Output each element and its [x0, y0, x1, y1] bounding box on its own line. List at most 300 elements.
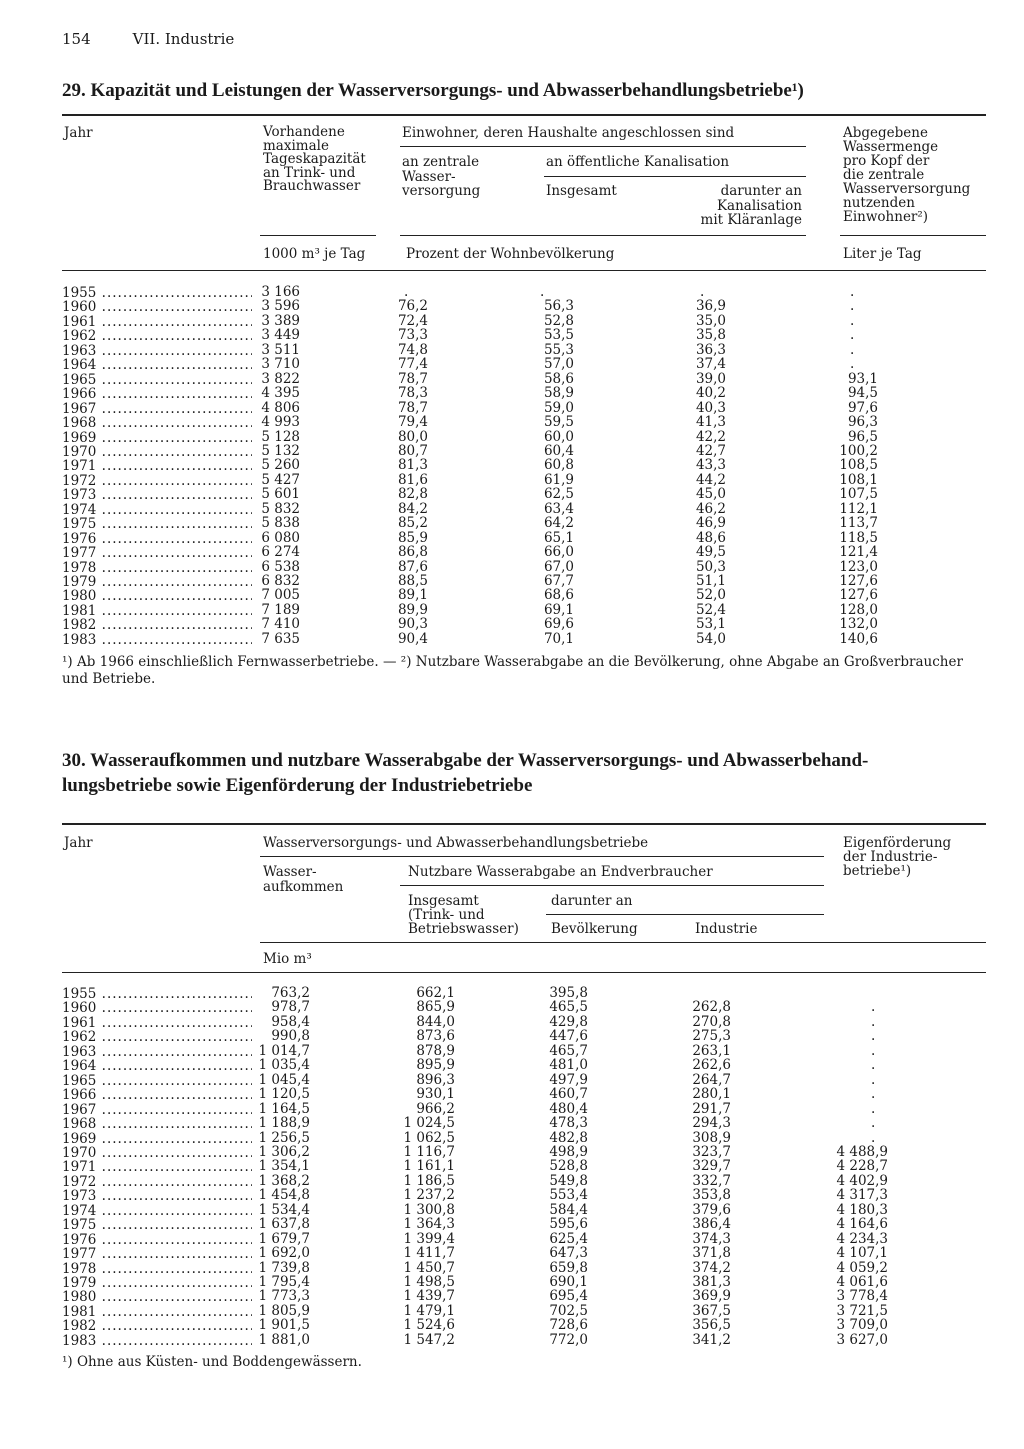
t29-insgesamt: 66,0: [543, 544, 574, 561]
t30-industrie: 291,7: [692, 1100, 731, 1117]
t29-kapazitaet: 4 395: [261, 385, 300, 402]
t30-eigen: 4 061,6: [836, 1274, 888, 1290]
t30-head-nutzbare: Nutzbare Wasserabgabe an Endverbraucher: [408, 864, 713, 880]
t30-insgesamt: 1 524,6: [403, 1317, 455, 1334]
t30-year: 1982 .....: [62, 1318, 252, 1334]
t29-zentrale: 89,1: [397, 587, 428, 604]
t29-klaeranlage: 44,2: [695, 471, 726, 488]
t29-header-bottom-rule: [62, 270, 986, 271]
t29-head-einwohner: Einwohner, deren Haushalte angeschlossen sind: [402, 125, 735, 141]
t29-kapazitaet: 7 005: [261, 587, 300, 604]
t30-year: 1970 .....: [62, 1145, 252, 1161]
t30-industrie: 294,3: [692, 1115, 731, 1132]
t30-eigen: 3 709,0: [836, 1317, 888, 1334]
t30-insgesamt-line: (Trink- und: [408, 907, 485, 923]
t29-wassermenge-line: Wassermenge: [843, 139, 939, 155]
t30-aufkommen-line: aufkommen: [263, 878, 344, 895]
t30-aufkommen: 763,2: [271, 985, 310, 1001]
t30-insgesamt: 662,1: [416, 985, 455, 1001]
t29-kapazitaet: 5 427: [261, 471, 300, 488]
t29-klaeranlage: 53,1: [695, 616, 726, 633]
t30-eigen: .: [871, 1042, 876, 1059]
t30-aufkommen: 958,4: [271, 1013, 310, 1030]
t29-kapazitaet: 5 838: [261, 515, 300, 532]
t30-year: 1967 .....: [62, 1102, 252, 1118]
t29-year: 1972 .....: [62, 473, 252, 489]
t30-eigen: 3 627,0: [836, 1331, 888, 1348]
t29-head-kapazitaet: [263, 126, 366, 194]
t30-eigen: .: [871, 1071, 876, 1088]
t30-aufkommen: 1 454,8: [258, 1187, 310, 1204]
t30-industrie: 262,6: [692, 1057, 731, 1074]
t29-insgesamt: .: [540, 284, 545, 300]
t29-insgesamt: 59,0: [543, 399, 574, 416]
t30-eigen: .: [871, 1115, 876, 1132]
t29-klaeranlage: 35,8: [695, 327, 726, 344]
t29-liter: 112,1: [839, 500, 878, 517]
t29-kapazitaet: 6 274: [261, 544, 300, 561]
t30-eigen: 3 778,4: [836, 1288, 888, 1305]
t29-klaeranlage: 35,0: [695, 312, 726, 329]
t30-eigen: .: [871, 1100, 876, 1117]
t30-insgesamt: 1 399,4: [403, 1230, 455, 1247]
t30-rule-darunter: [546, 914, 824, 915]
t29-zentrale: 89,9: [397, 601, 428, 618]
t30-aufkommen: 1 120,5: [258, 1086, 310, 1103]
t30-bevoelkerung: 480,4: [549, 1100, 588, 1117]
t30-bevoelkerung: 702,5: [549, 1302, 588, 1319]
t29-klaeranlage: 50,3: [695, 558, 726, 575]
t30-eigen: .: [871, 999, 876, 1016]
t30-year: 1966 .....: [62, 1087, 252, 1103]
t30-aufkommen: 1 773,3: [258, 1288, 310, 1305]
page-header: [62, 30, 234, 48]
t29-zentrale-line: Wasser-: [402, 168, 456, 185]
t29-liter: 96,3: [847, 414, 878, 431]
t29-head-zentrale: [402, 155, 480, 199]
t29-wassermenge-line: die zentrale: [843, 167, 925, 183]
t30-industrie: 280,1: [692, 1086, 731, 1103]
t30-eigen: 4 107,1: [836, 1245, 888, 1262]
t29-year: 1973 .....: [62, 487, 252, 503]
t29-year: 1982 .....: [62, 617, 252, 633]
t29-liter: 108,1: [839, 471, 878, 488]
t30-eigen: 4 317,3: [836, 1187, 888, 1204]
t29-year: 1976 .....: [62, 531, 252, 547]
t30-industrie: 332,7: [692, 1172, 731, 1189]
t30-insgesamt: 865,9: [416, 999, 455, 1016]
t30-head-darunter: darunter an: [551, 893, 633, 909]
t30-bevoelkerung: 695,4: [549, 1288, 588, 1305]
table29-top-rule: [62, 114, 986, 116]
t30-aufkommen: 1 692,0: [258, 1245, 310, 1262]
t30-insgesamt: 930,1: [416, 1086, 455, 1103]
t30-year: 1983 .....: [62, 1333, 252, 1349]
t30-insgesamt: 1 300,8: [403, 1201, 455, 1218]
t29-klaeranlage: .: [700, 284, 705, 300]
table30-title-line1: 30. Wasseraufkommen und nutzbare Wasserabgabe der Wasserversorgungs- und Abwasserbehand-: [62, 750, 869, 771]
t29-zentrale-line: versorgung: [402, 183, 481, 199]
t30-bevoelkerung: 528,8: [549, 1158, 588, 1175]
t29-year: 1977 .....: [62, 545, 252, 561]
t30-aufkommen: 1 188,9: [258, 1115, 310, 1132]
t29-insgesamt: 62,5: [543, 486, 574, 503]
t29-year: 1960 .....: [62, 299, 252, 315]
t29-insgesamt: 61,9: [543, 471, 574, 488]
t29-liter: 94,5: [847, 385, 878, 402]
t30-aufkommen: 990,8: [271, 1028, 310, 1045]
t30-year: 1975 .....: [62, 1217, 252, 1233]
t29-insgesamt: 55,3: [543, 341, 574, 358]
t30-industrie: 369,9: [692, 1288, 731, 1305]
t29-klaeranlage: 37,4: [695, 356, 726, 373]
t29-zentrale: 88,5: [397, 573, 428, 589]
t30-header-bottom-rule: [62, 972, 986, 973]
t29-klaeranlage: 46,9: [695, 515, 726, 532]
t29-kapazitaet: 3 511: [261, 341, 300, 358]
t29-klaeranlage: 54,0: [695, 630, 726, 647]
t29-year: 1981 .....: [62, 603, 252, 619]
t29-head-wassermenge: [843, 126, 970, 224]
t30-eigen-line: Eigenförderung: [843, 835, 952, 851]
t30-year: 1965 .....: [62, 1073, 252, 1089]
t29-insgesamt: 56,3: [543, 298, 574, 315]
t30-bevoelkerung: 625,4: [549, 1230, 588, 1247]
t30-eigen: 4 164,6: [836, 1216, 888, 1233]
t29-liter: 128,0: [839, 601, 878, 618]
t29-liter: 93,1: [847, 370, 878, 387]
t30-bevoelkerung: 647,3: [549, 1245, 588, 1262]
t29-liter: 96,5: [847, 428, 878, 445]
t30-aufkommen: 1 354,1: [258, 1158, 310, 1175]
t30-eigen: 4 488,9: [836, 1143, 888, 1160]
t29-kapazitaet: 3 596: [261, 298, 300, 315]
t29-zentrale: 90,4: [397, 630, 428, 647]
t29-year: 1978 .....: [62, 560, 252, 576]
t30-aufkommen: 1 805,9: [258, 1302, 310, 1319]
t30-head-aufkommen: [263, 865, 343, 894]
t29-liter: 113,7: [839, 515, 878, 532]
t29-kapazitaet: 3 710: [261, 356, 300, 373]
t30-aufkommen: 1 739,8: [258, 1259, 310, 1276]
t30-year: 1962 .....: [62, 1029, 252, 1045]
t30-aufkommen: 1 368,2: [258, 1172, 310, 1189]
t30-rule-nutzbare: [400, 885, 824, 886]
t29-liter: .: [850, 341, 855, 358]
t30-insgesamt: 895,9: [416, 1057, 455, 1074]
t30-year: 1971 .....: [62, 1159, 252, 1175]
t29-klaeranlage: 51,1: [695, 573, 726, 589]
t29-year: 1968 .....: [62, 415, 252, 431]
t29-liter: .: [850, 327, 855, 344]
t29-year: 1983 .....: [62, 632, 252, 648]
t30-head-insgesamt: [408, 894, 519, 936]
t30-industrie: 367,5: [692, 1302, 731, 1319]
t30-year: 1981 .....: [62, 1304, 252, 1320]
t29-head-darunter: [650, 184, 802, 228]
t29-klaeranlage: 46,2: [695, 500, 726, 517]
t29-zentrale: 81,6: [397, 471, 428, 488]
t30-industrie: 264,7: [692, 1071, 731, 1088]
t30-eigen: .: [871, 1057, 876, 1074]
t29-year: 1964 .....: [62, 357, 252, 373]
t29-liter: 127,6: [839, 573, 878, 589]
t30-industrie: 308,9: [692, 1129, 731, 1146]
t30-year: 1972 .....: [62, 1174, 252, 1190]
t30-aufkommen: 978,7: [271, 999, 310, 1016]
t30-eigen: 4 402,9: [836, 1172, 888, 1189]
t29-liter: .: [850, 284, 855, 300]
t29-kapazitaet-line: Tageskapazität: [263, 151, 366, 167]
t30-year: 1955 .....: [62, 986, 252, 1002]
t30-insgesamt: 1 237,2: [403, 1187, 455, 1204]
t29-klaeranlage: 52,0: [695, 587, 726, 604]
t29-wassermenge-line: nutzenden: [843, 195, 915, 211]
t29-liter: 108,5: [839, 457, 878, 474]
t29-wassermenge-line: Einwohner²): [843, 209, 929, 225]
t29-klaeranlage: 36,9: [695, 298, 726, 315]
t29-kapazitaet-line: Brauchwasser: [263, 178, 361, 194]
t29-zentrale: 82,8: [397, 486, 428, 503]
t29-liter: 100,2: [839, 442, 878, 459]
t29-liter: .: [850, 312, 855, 329]
t30-insgesamt: 873,6: [416, 1028, 455, 1045]
t30-industrie: 329,7: [692, 1158, 731, 1175]
t29-liter: 123,0: [839, 558, 878, 575]
t29-head-kanalisation: an öffentliche Kanalisation: [546, 154, 730, 170]
t30-industrie: 381,3: [692, 1274, 731, 1290]
t30-year: 1979 .....: [62, 1275, 252, 1291]
t30-industrie: 379,6: [692, 1201, 731, 1218]
t30-aufkommen: 1 637,8: [258, 1216, 310, 1233]
t30-year: 1961 .....: [62, 1015, 252, 1031]
t30-year: 1978 .....: [62, 1261, 252, 1277]
t30-aufkommen: 1 035,4: [258, 1057, 310, 1074]
t30-industrie: 270,8: [692, 1013, 731, 1030]
t29-zentrale: 86,8: [397, 544, 428, 561]
t29-darunter-line: Kanalisation: [716, 197, 802, 214]
t30-eigen: .: [871, 1086, 876, 1103]
t29-head-insgesamt: Insgesamt: [546, 183, 617, 199]
t30-year: 1976 .....: [62, 1232, 252, 1248]
t29-insgesamt: 59,5: [543, 414, 574, 431]
t30-industrie: 275,3: [692, 1028, 731, 1045]
t30-eigen: 4 234,3: [836, 1230, 888, 1247]
t29-klaeranlage: 36,3: [695, 341, 726, 358]
t30-footnote: ¹) Ohne aus Küsten- und Boddengewässern.: [62, 1354, 362, 1370]
t29-rule-kanalisation: [544, 176, 806, 177]
t30-industrie: 263,1: [692, 1042, 731, 1059]
t30-insgesamt: 1 439,7: [403, 1288, 455, 1305]
t29-year: 1980 .....: [62, 588, 252, 604]
t29-year: 1961 .....: [62, 314, 252, 330]
t30-industrie: 374,2: [692, 1259, 731, 1276]
t29-kapazitaet: 7 189: [261, 601, 300, 618]
t30-aufkommen: 1 256,5: [258, 1129, 310, 1146]
t30-year: 1973 .....: [62, 1188, 252, 1204]
t30-bevoelkerung: 465,5: [549, 999, 588, 1016]
t30-aufkommen: 1 306,2: [258, 1143, 310, 1160]
t29-insgesamt: 53,5: [543, 327, 574, 344]
t30-aufkommen: 1 679,7: [258, 1230, 310, 1247]
t30-aufkommen-line: Wasser-: [263, 864, 317, 880]
t29-year: 1969 .....: [62, 430, 252, 446]
t29-head-jahr: Jahr: [64, 125, 93, 141]
t30-year: 1980 .....: [62, 1289, 252, 1305]
t30-industrie: 323,7: [692, 1143, 731, 1160]
t30-aufkommen: 1 901,5: [258, 1317, 310, 1334]
t30-eigen-line: betriebe¹): [843, 863, 912, 879]
t29-insgesamt: 68,6: [543, 587, 574, 604]
t29-zentrale: 80,7: [397, 442, 428, 459]
t30-insgesamt: 1 450,7: [403, 1259, 455, 1276]
t30-year: 1968 .....: [62, 1116, 252, 1132]
t29-liter: .: [850, 356, 855, 373]
t30-eigen: .: [871, 1129, 876, 1146]
t30-industrie: 353,8: [692, 1187, 731, 1204]
t29-wassermenge-line: Wasserversorgung: [843, 181, 971, 197]
t29-kapazitaet: 3 449: [261, 327, 300, 344]
t30-insgesamt: 896,3: [416, 1071, 455, 1088]
t29-insgesamt: 69,6: [543, 616, 574, 633]
t29-zentrale-line: an zentrale: [402, 154, 480, 170]
t30-year: 1977 .....: [62, 1246, 252, 1262]
table30-top-rule: [62, 823, 986, 825]
t29-klaeranlage: 42,7: [695, 442, 726, 459]
section-title: VII. Industrie: [132, 30, 235, 48]
t30-eigen: .: [871, 1013, 876, 1030]
t29-kapazitaet: 3 166: [261, 284, 300, 300]
t30-head-bevoelkerung: Bevölkerung: [551, 921, 638, 937]
t30-bevoelkerung: 549,8: [549, 1172, 588, 1189]
t30-bevoelkerung: 690,1: [549, 1274, 588, 1290]
t30-head-jahr: Jahr: [64, 835, 93, 851]
t29-zentrale: 78,7: [397, 399, 428, 416]
t30-rule-unit: [260, 942, 986, 943]
t29-zentrale: 73,3: [397, 327, 428, 344]
t30-bevoelkerung: 482,8: [549, 1129, 588, 1146]
t30-bevoelkerung: 584,4: [549, 1201, 588, 1218]
t30-aufkommen: 1 881,0: [258, 1331, 310, 1348]
t29-year: 1971 .....: [62, 458, 252, 474]
t30-head-betriebe: Wasserversorgungs- und Abwasserbehandlungsbetriebe: [263, 835, 649, 851]
t29-rule-einwohner: [400, 146, 806, 147]
t30-bevoelkerung: 478,3: [549, 1115, 588, 1132]
t30-bevoelkerung: 465,7: [549, 1042, 588, 1059]
t29-kapazitaet: 5 260: [261, 457, 300, 474]
t30-eigen: 4 059,2: [836, 1259, 888, 1276]
t30-insgesamt: 1 161,1: [403, 1158, 455, 1175]
t29-zentrale: 84,2: [397, 500, 428, 517]
t29-year: 1966 .....: [62, 386, 252, 402]
table30-title-line2: lungsbetriebe sowie Eigenförderung der Industriebetriebe: [62, 775, 533, 796]
t29-liter: 118,5: [839, 529, 878, 546]
t29-kapazitaet: 6 832: [261, 573, 300, 589]
t29-darunter-line: mit Kläranlage: [700, 212, 802, 228]
t30-bevoelkerung: 498,9: [549, 1143, 588, 1160]
t30-year: 1960 .....: [62, 1000, 252, 1016]
t29-kapazitaet: 6 080: [261, 529, 300, 546]
t29-liter: 97,6: [847, 399, 878, 416]
t29-klaeranlage: 48,6: [695, 529, 726, 546]
t30-bevoelkerung: 497,9: [549, 1071, 588, 1088]
t29-footnote-2: und Betriebe.: [62, 671, 156, 687]
t30-bevoelkerung: 553,4: [549, 1187, 588, 1204]
t29-year: 1974 .....: [62, 502, 252, 518]
t29-kapazitaet: 7 635: [261, 630, 300, 647]
t30-insgesamt: 878,9: [416, 1042, 455, 1059]
t29-year: 1967 .....: [62, 401, 252, 417]
t29-klaeranlage: 45,0: [695, 486, 726, 503]
t29-klaeranlage: 43,3: [695, 457, 726, 474]
t29-insgesamt: 67,0: [543, 558, 574, 575]
t30-insgesamt: 1 498,5: [403, 1274, 455, 1290]
t29-zentrale: 87,6: [397, 558, 428, 575]
t29-year: 1963 .....: [62, 343, 252, 359]
t30-insgesamt: 844,0: [416, 1013, 455, 1030]
t29-kapazitaet: 5 132: [261, 442, 300, 459]
t29-insgesamt: 69,1: [543, 601, 574, 618]
t29-zentrale: 78,7: [397, 370, 428, 387]
t29-rule-unit3: [840, 235, 986, 236]
t29-kapazitaet-line: Vorhandene: [263, 124, 345, 140]
t29-kapazitaet: 5 128: [261, 428, 300, 445]
t30-industrie: 356,5: [692, 1317, 731, 1334]
t30-bevoelkerung: 481,0: [549, 1057, 588, 1074]
t29-insgesamt: 60,4: [543, 442, 574, 459]
t30-insgesamt: 1 411,7: [403, 1245, 455, 1262]
t29-kapazitaet: 3 389: [261, 312, 300, 329]
t29-kapazitaet: 3 822: [261, 370, 300, 387]
t30-industrie: 374,3: [692, 1230, 731, 1247]
t29-klaeranlage: 40,3: [695, 399, 726, 416]
t29-zentrale: 74,8: [397, 341, 428, 358]
t30-insgesamt-line: Insgesamt: [408, 893, 479, 909]
t29-insgesamt: 58,6: [543, 370, 574, 387]
t29-liter: 121,4: [839, 544, 878, 561]
t29-insgesamt: 58,9: [543, 385, 574, 402]
t29-kapazitaet: 6 538: [261, 558, 300, 575]
t29-insgesamt: 57,0: [543, 356, 574, 373]
t29-year: 1970 .....: [62, 444, 252, 460]
t30-insgesamt: 1 364,3: [403, 1216, 455, 1233]
t29-klaeranlage: 42,2: [695, 428, 726, 445]
t30-eigen: .: [871, 1028, 876, 1045]
t29-zentrale: 76,2: [397, 298, 428, 315]
t29-footnote-1: ¹) Ab 1966 einschließlich Fernwasserbetriebe. — ²) Nutzbare Wasserabgabe an die Bevölkerung, ohne Abgabe an Großverbraucher: [62, 654, 963, 670]
t30-bevoelkerung: 659,8: [549, 1259, 588, 1276]
t30-insgesamt: 1 547,2: [403, 1331, 455, 1348]
t30-year: 1964 .....: [62, 1058, 252, 1074]
t29-zentrale: 90,3: [397, 616, 428, 633]
t30-year: 1974 .....: [62, 1203, 252, 1219]
t29-insgesamt: 67,7: [543, 573, 574, 589]
t30-unit: Mio m³: [263, 951, 312, 967]
t29-wassermenge-line: pro Kopf der: [843, 153, 930, 169]
t29-kapazitaet-line: an Trink- und: [263, 164, 356, 181]
t30-insgesamt: 1 479,1: [403, 1302, 455, 1319]
t29-liter: 132,0: [839, 616, 878, 633]
t30-year: 1963 .....: [62, 1044, 252, 1060]
t30-bevoelkerung: 395,8: [549, 985, 588, 1001]
t29-insgesamt: 60,0: [543, 428, 574, 445]
t30-head-industrie: Industrie: [695, 921, 758, 937]
t29-rule-unit2: [400, 235, 806, 236]
t29-kapazitaet-line: maximale: [263, 137, 329, 154]
t30-bevoelkerung: 429,8: [549, 1013, 588, 1030]
t29-klaeranlage: 41,3: [695, 414, 726, 431]
t29-year: 1965 .....: [62, 372, 252, 388]
